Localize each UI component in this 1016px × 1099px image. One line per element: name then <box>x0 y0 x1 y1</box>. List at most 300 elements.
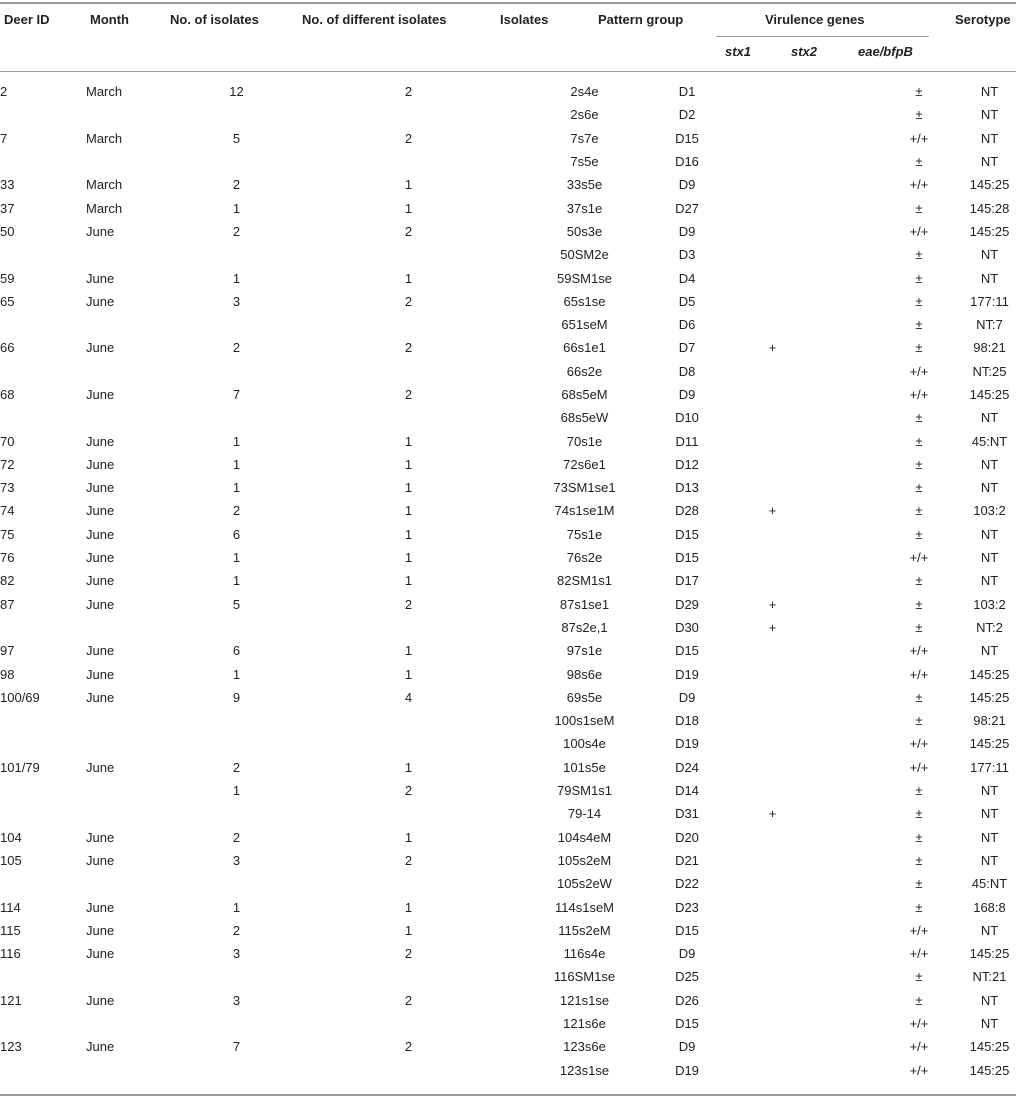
cell-no-isolates <box>181 732 292 755</box>
cell-stx1 <box>730 826 815 849</box>
cell-no-different-isolates: 1 <box>404 200 413 216</box>
cell-pattern-group: D24 <box>675 759 699 775</box>
cell-isolate: 59SM1se <box>557 270 612 286</box>
cell-stx1: + <box>768 503 777 519</box>
cell-no-isolates: 6 <box>232 526 241 542</box>
header-stx1: stx1 <box>725 44 752 59</box>
cell-deer-id <box>0 709 86 732</box>
cell-stx2 <box>815 476 875 499</box>
header-deer-id: Deer ID <box>4 12 50 27</box>
cell-deer-id <box>0 779 86 802</box>
cell-pattern-group: D28 <box>675 503 699 519</box>
cell-eae-bfpb: ± <box>915 270 923 286</box>
cell-no-different-isolates <box>292 360 525 383</box>
cell-isolate: 2s4e <box>570 84 599 100</box>
table-top-rule <box>0 2 1016 4</box>
cell-isolate: 123s6e <box>563 1039 606 1055</box>
table-row <box>0 1012 1016 1035</box>
table-row <box>0 732 1016 755</box>
cell-no-isolates <box>181 243 292 266</box>
table-row <box>0 593 1016 616</box>
table-row <box>0 826 1016 849</box>
cell-isolate: 2s6e <box>570 107 599 123</box>
cell-pattern-group: D19 <box>675 1062 699 1078</box>
table-row <box>0 476 1016 499</box>
cell-stx1 <box>730 523 815 546</box>
cell-deer-id <box>0 313 86 336</box>
table-row <box>0 1035 1016 1058</box>
cell-deer-id <box>0 150 86 173</box>
cell-month <box>86 779 181 802</box>
cell-pattern-group: D17 <box>675 573 699 589</box>
cell-eae-bfpb: ± <box>915 829 923 845</box>
cell-deer-id <box>0 406 86 429</box>
cell-pattern-group: D10 <box>675 410 699 426</box>
cell-stx1 <box>730 639 815 662</box>
cell-month: June <box>86 433 115 449</box>
cell-serotype: 145:25 <box>969 223 1010 239</box>
cell-no-isolates <box>181 1058 292 1081</box>
cell-no-different-isolates: 2 <box>404 340 413 356</box>
cell-deer-id <box>0 1012 86 1035</box>
cell-month: June <box>86 293 115 309</box>
cell-isolate: 37s1e <box>566 200 603 216</box>
cell-eae-bfpb: ± <box>915 200 923 216</box>
cell-no-isolates <box>181 150 292 173</box>
cell-no-different-isolates: 1 <box>404 666 413 682</box>
cell-eae-bfpb: ± <box>915 433 923 449</box>
cell-pattern-group: D15 <box>675 922 699 938</box>
table-row <box>0 196 1016 219</box>
cell-stx1 <box>730 383 815 406</box>
table-row <box>0 150 1016 173</box>
cell-no-different-isolates: 2 <box>404 1039 413 1055</box>
table-row <box>0 127 1016 150</box>
cell-isolate: 68s5eW <box>560 410 609 426</box>
cell-pattern-group: D19 <box>675 736 699 752</box>
cell-month: June <box>86 829 115 845</box>
cell-no-isolates <box>181 616 292 639</box>
cell-pattern-group: D19 <box>675 666 699 682</box>
cell-stx2 <box>815 127 875 150</box>
cell-month: June <box>86 340 115 356</box>
table-row <box>0 499 1016 522</box>
cell-stx1 <box>730 150 815 173</box>
cell-eae-bfpb: +/+ <box>909 1039 929 1055</box>
cell-stx2 <box>815 290 875 313</box>
cell-stx2 <box>815 919 875 942</box>
cell-eae-bfpb: ± <box>915 84 923 100</box>
cell-eae-bfpb: ± <box>915 340 923 356</box>
cell-stx2 <box>815 732 875 755</box>
cell-pattern-group: D15 <box>675 130 699 146</box>
cell-pattern-group: D12 <box>675 456 699 472</box>
table-row <box>0 895 1016 918</box>
cell-pattern-group: D4 <box>678 270 696 286</box>
cell-month: June <box>86 899 115 915</box>
cell-pattern-group: D21 <box>675 852 699 868</box>
table-row <box>0 383 1016 406</box>
cell-month: June <box>86 526 115 542</box>
cell-month: June <box>86 573 115 589</box>
cell-month: March <box>86 200 123 216</box>
cell-stx2 <box>815 1058 875 1081</box>
cell-deer-id: 59 <box>0 270 15 286</box>
cell-no-different-isolates: 2 <box>404 946 413 962</box>
virulence-genes-subrule <box>716 36 929 37</box>
cell-serotype: NT <box>980 783 999 799</box>
cell-deer-id <box>0 872 86 895</box>
cell-pattern-group: D23 <box>675 899 699 915</box>
cell-stx1 <box>730 429 815 452</box>
cell-month: June <box>86 992 115 1008</box>
cell-eae-bfpb: ± <box>915 107 923 123</box>
cell-no-isolates: 1 <box>232 480 241 496</box>
cell-stx2 <box>815 616 875 639</box>
cell-serotype: 145:25 <box>969 946 1010 962</box>
cell-no-isolates <box>181 965 292 988</box>
cell-month <box>86 406 181 429</box>
table-row <box>0 523 1016 546</box>
cell-no-different-isolates: 2 <box>404 130 413 146</box>
header-no-isolates: No. of isolates <box>170 12 259 27</box>
cell-no-isolates: 2 <box>232 829 241 845</box>
cell-stx2 <box>815 266 875 289</box>
cell-deer-id: 73 <box>0 480 15 496</box>
table-row <box>0 80 1016 103</box>
cell-deer-id: 114 <box>0 899 21 915</box>
cell-stx2 <box>815 1012 875 1035</box>
cell-no-different-isolates <box>292 965 525 988</box>
cell-month: June <box>86 689 115 705</box>
cell-month: June <box>86 852 115 868</box>
cell-deer-id: 70 <box>0 433 15 449</box>
cell-serotype: 177:11 <box>970 293 1009 309</box>
cell-no-isolates: 7 <box>232 1039 241 1055</box>
table-row <box>0 639 1016 662</box>
cell-month <box>86 709 181 732</box>
cell-deer-id: 2 <box>0 84 8 100</box>
cell-serotype: NT <box>980 1016 999 1032</box>
cell-isolate: 74s1se1M <box>554 503 615 519</box>
cell-no-different-isolates: 2 <box>404 84 413 100</box>
cell-month: June <box>86 550 115 566</box>
cell-pattern-group: D25 <box>675 969 699 985</box>
cell-no-isolates: 6 <box>232 643 241 659</box>
cell-stx2 <box>815 429 875 452</box>
cell-pattern-group: D22 <box>675 876 699 892</box>
cell-isolate: 69s5e <box>566 689 603 705</box>
cell-stx1 <box>730 732 815 755</box>
cell-stx2 <box>815 220 875 243</box>
cell-eae-bfpb: ± <box>915 619 923 635</box>
cell-pattern-group: D9 <box>678 689 696 705</box>
cell-stx1 <box>730 1012 815 1035</box>
cell-stx1 <box>730 220 815 243</box>
cell-isolate: 87s1se1 <box>559 596 610 612</box>
cell-no-isolates: 1 <box>232 899 241 915</box>
cell-no-different-isolates: 1 <box>404 922 413 938</box>
cell-isolate: 121s6e <box>563 1016 606 1032</box>
cell-month <box>86 150 181 173</box>
cell-no-different-isolates: 2 <box>404 596 413 612</box>
cell-pattern-group: D3 <box>678 247 696 263</box>
cell-serotype: NT:25 <box>972 363 1007 379</box>
header-pattern-group: Pattern group <box>598 12 684 27</box>
cell-serotype: NT <box>980 526 999 542</box>
cell-stx1: + <box>768 596 777 612</box>
cell-stx2 <box>815 593 875 616</box>
cell-serotype: NT <box>980 806 999 822</box>
cell-month: March <box>86 177 123 193</box>
cell-no-isolates: 2 <box>232 223 241 239</box>
cell-serotype: 145:25 <box>969 387 1010 402</box>
cell-pattern-group: D15 <box>675 550 699 566</box>
cell-stx2 <box>815 686 875 709</box>
cell-no-different-isolates <box>292 103 525 126</box>
cell-eae-bfpb: ± <box>915 689 923 705</box>
cell-eae-bfpb: ± <box>915 806 923 822</box>
cell-eae-bfpb: +/+ <box>909 1062 929 1078</box>
cell-no-isolates: 2 <box>232 922 241 938</box>
table-row <box>0 313 1016 336</box>
cell-deer-id: 121 <box>0 992 22 1008</box>
cell-serotype: NT <box>980 643 999 659</box>
cell-isolate: 7s5e <box>570 154 599 170</box>
cell-no-isolates: 1 <box>232 550 241 566</box>
cell-eae-bfpb: ± <box>915 852 923 868</box>
cell-stx2 <box>815 196 875 219</box>
cell-serotype: NT <box>980 573 999 589</box>
cell-no-different-isolates <box>292 1012 525 1035</box>
cell-pattern-group: D1 <box>678 84 696 100</box>
table-bottom-rule <box>0 1094 1016 1096</box>
cell-no-different-isolates: 2 <box>404 852 413 868</box>
cell-pattern-group: D30 <box>675 619 699 635</box>
cell-stx1 <box>730 872 815 895</box>
cell-isolate: 104s4eM <box>557 829 612 845</box>
cell-stx2 <box>815 779 875 802</box>
cell-serotype: NT <box>980 154 999 170</box>
cell-deer-id <box>0 243 86 266</box>
cell-stx1 <box>730 849 815 872</box>
cell-pattern-group: D20 <box>675 829 699 845</box>
cell-eae-bfpb: ± <box>915 783 923 799</box>
cell-no-different-isolates: 1 <box>404 433 413 449</box>
cell-no-isolates: 3 <box>232 992 241 1008</box>
cell-stx1 <box>730 243 815 266</box>
cell-deer-id <box>0 1058 86 1081</box>
cell-stx2 <box>815 383 875 406</box>
cell-stx2 <box>815 336 875 359</box>
cell-isolate: 33s5e <box>566 177 603 193</box>
cell-stx2 <box>815 989 875 1012</box>
cell-isolate: 116SM1se <box>553 969 616 985</box>
cell-serotype: 145:25 <box>969 1039 1010 1055</box>
cell-eae-bfpb: +/+ <box>909 177 929 193</box>
cell-deer-id: 104 <box>0 829 22 845</box>
cell-no-isolates: 3 <box>232 293 241 309</box>
cell-no-different-isolates: 1 <box>404 643 413 659</box>
cell-no-different-isolates: 1 <box>404 526 413 542</box>
cell-no-isolates <box>181 709 292 732</box>
cell-pattern-group: D7 <box>678 340 696 356</box>
table-body <box>0 80 1016 1082</box>
cell-eae-bfpb: ± <box>915 503 923 519</box>
cell-serotype: NT <box>980 456 999 472</box>
cell-pattern-group: D29 <box>675 596 699 612</box>
cell-no-different-isolates <box>292 1058 525 1081</box>
cell-stx1 <box>730 756 815 779</box>
cell-pattern-group: D18 <box>675 713 699 729</box>
cell-serotype: NT <box>980 829 999 845</box>
cell-no-isolates <box>181 406 292 429</box>
cell-stx2 <box>815 872 875 895</box>
cell-stx2 <box>815 360 875 383</box>
cell-serotype: 168:8 <box>973 899 1006 915</box>
cell-pattern-group: D9 <box>678 1039 696 1055</box>
cell-month <box>86 243 181 266</box>
cell-month <box>86 1012 181 1035</box>
cell-isolate: 105s2eW <box>557 876 612 892</box>
cell-isolate: 68s5eM <box>561 387 608 402</box>
cell-eae-bfpb: ± <box>915 573 923 589</box>
table-row <box>0 802 1016 825</box>
cell-no-different-isolates <box>292 150 525 173</box>
cell-isolate: 100s1seM <box>554 713 615 729</box>
table-row <box>0 290 1016 313</box>
cell-stx2 <box>815 80 875 103</box>
cell-month: March <box>86 84 123 100</box>
cell-no-different-isolates: 1 <box>404 899 413 915</box>
cell-serotype: NT <box>980 410 999 426</box>
cell-no-isolates: 5 <box>232 130 241 146</box>
cell-deer-id <box>0 802 86 825</box>
cell-pattern-group: D15 <box>675 526 699 542</box>
table-row <box>0 989 1016 1012</box>
cell-stx2 <box>815 150 875 173</box>
cell-no-isolates: 1 <box>232 666 241 682</box>
header-isolates: Isolates <box>500 12 549 27</box>
cell-no-isolates: 5 <box>232 596 241 612</box>
cell-deer-id: 101/79 <box>0 759 40 775</box>
cell-stx1 <box>730 1035 815 1058</box>
cell-no-different-isolates: 1 <box>404 270 413 286</box>
cell-serotype: NT <box>980 130 999 146</box>
cell-isolate: 100s4e <box>563 736 606 752</box>
cell-stx1: + <box>768 619 777 635</box>
table-row <box>0 872 1016 895</box>
cell-serotype: 98:21 <box>973 713 1006 729</box>
cell-month <box>86 313 181 336</box>
cell-serotype: NT <box>980 84 999 100</box>
cell-no-isolates <box>181 360 292 383</box>
table-row <box>0 336 1016 359</box>
cell-eae-bfpb: ± <box>915 154 923 170</box>
cell-isolate: 72s6e1 <box>563 456 606 472</box>
cell-stx2 <box>815 895 875 918</box>
cell-isolate: 73SM1se1 <box>553 480 616 496</box>
cell-deer-id: 65 <box>0 293 15 309</box>
cell-isolate: 651seM <box>561 317 608 333</box>
cell-serotype: NT <box>980 247 999 263</box>
cell-isolate: 115s2eM <box>558 922 611 938</box>
cell-serotype: 145:25 <box>969 1062 1010 1078</box>
cell-month <box>86 616 181 639</box>
cell-deer-id: 74 <box>0 503 15 519</box>
table-row <box>0 686 1016 709</box>
cell-isolate: 70s1e <box>566 433 603 449</box>
cell-eae-bfpb: +/+ <box>909 946 929 962</box>
cell-no-different-isolates <box>292 732 525 755</box>
cell-no-different-isolates: 1 <box>404 573 413 589</box>
cell-pattern-group: D9 <box>678 946 696 962</box>
cell-stx2 <box>815 662 875 685</box>
cell-isolate: 87s2e,1 <box>561 619 608 635</box>
cell-stx2 <box>815 406 875 429</box>
cell-deer-id: 7 <box>0 130 8 146</box>
cell-eae-bfpb: +/+ <box>909 759 929 775</box>
cell-stx1 <box>730 662 815 685</box>
cell-eae-bfpb: +/+ <box>909 130 929 146</box>
cell-pattern-group: D8 <box>678 363 696 379</box>
cell-eae-bfpb: ± <box>915 969 923 985</box>
cell-deer-id <box>0 616 86 639</box>
cell-month <box>86 1058 181 1081</box>
cell-eae-bfpb: +/+ <box>909 643 929 659</box>
cell-stx2 <box>815 523 875 546</box>
cell-no-isolates <box>181 313 292 336</box>
cell-serotype: 177:11 <box>970 759 1009 775</box>
cell-no-isolates: 1 <box>232 456 241 472</box>
cell-deer-id: 115 <box>0 922 21 938</box>
cell-deer-id: 50 <box>0 223 15 239</box>
cell-serotype: NT:7 <box>976 317 1003 333</box>
cell-month: June <box>86 922 115 938</box>
cell-eae-bfpb: ± <box>915 480 923 496</box>
table-row <box>0 709 1016 732</box>
cell-pattern-group: D11 <box>675 433 699 449</box>
cell-serotype: NT <box>980 852 999 868</box>
cell-pattern-group: D9 <box>678 177 696 193</box>
cell-stx1 <box>730 989 815 1012</box>
cell-no-isolates: 2 <box>232 177 241 193</box>
cell-pattern-group: D27 <box>675 200 699 216</box>
cell-eae-bfpb: ± <box>915 596 923 612</box>
cell-no-isolates: 2 <box>232 503 241 519</box>
cell-pattern-group: D26 <box>675 992 699 1008</box>
cell-no-isolates: 2 <box>232 759 241 775</box>
header-virulence-genes: Virulence genes <box>765 12 865 27</box>
table-row <box>0 662 1016 685</box>
cell-month: June <box>86 1039 115 1055</box>
cell-stx1 <box>730 919 815 942</box>
cell-month <box>86 965 181 988</box>
cell-isolate: 75s1e <box>566 526 603 542</box>
cell-stx1 <box>730 1058 815 1081</box>
table-row <box>0 919 1016 942</box>
cell-stx2 <box>815 756 875 779</box>
cell-deer-id: 76 <box>0 550 15 566</box>
cell-no-isolates: 2 <box>232 340 241 356</box>
cell-isolate: 65s1se <box>563 293 606 309</box>
cell-eae-bfpb: ± <box>915 992 923 1008</box>
cell-eae-bfpb: ± <box>915 317 923 333</box>
cell-isolate: 82SM1s1 <box>557 573 612 589</box>
cell-stx2 <box>815 965 875 988</box>
cell-no-different-isolates: 1 <box>404 480 413 496</box>
cell-no-different-isolates: 1 <box>404 503 413 519</box>
